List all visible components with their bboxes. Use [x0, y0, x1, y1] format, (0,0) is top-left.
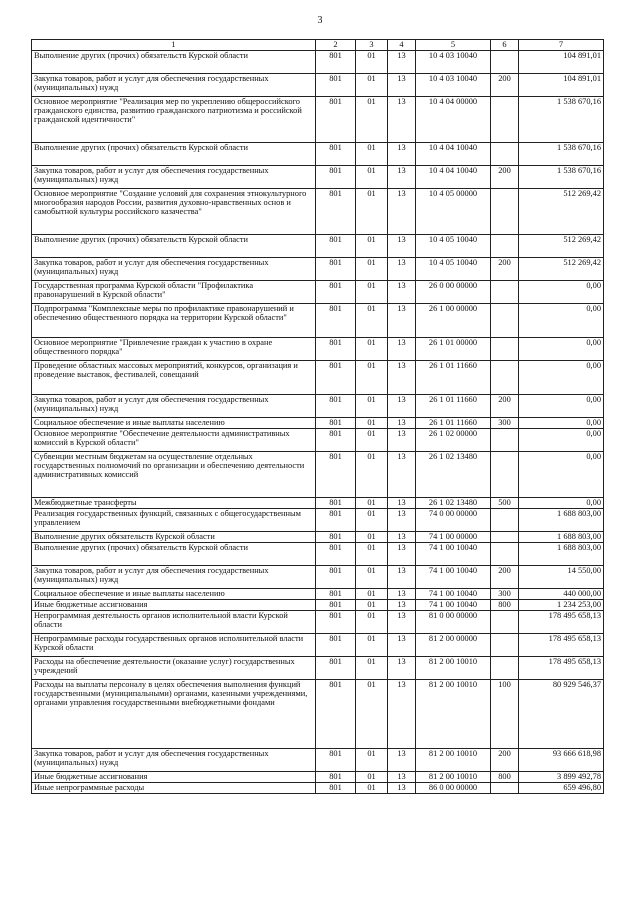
row-section: 01: [356, 657, 388, 680]
row-name: Субвенции местным бюджетам на осуществление отдельных государственных полномочий по организации и обеспечению деятельности административных комиссий: [32, 452, 316, 498]
row-ministry: 801: [316, 143, 356, 166]
table-row: [32, 395, 604, 418]
row-name: Закупка товаров, работ и услуг для обеспечения государственных (муниципальных) нужд: [32, 566, 316, 589]
row-section: 01: [356, 429, 388, 452]
row-target: 74 1 00 00000: [416, 532, 491, 543]
row-section: 01: [356, 189, 388, 235]
row-subsection: 13: [388, 189, 416, 235]
row-subsection: 13: [388, 600, 416, 611]
table-row: [32, 543, 604, 566]
row-name: Основное мероприятие "Создание условий для сохранения этнокультурного многообразия народов России, развития духовно-нравственных основ и самобытной культуры российского казачества": [32, 189, 316, 235]
row-amount: 80 929 546,37: [519, 680, 604, 749]
row-ministry: 801: [316, 772, 356, 783]
row-subsection: 13: [388, 783, 416, 794]
row-expense-type: 100: [491, 680, 519, 749]
row-name: Основное мероприятие "Обеспечение деятельности административных комиссий в Курской области": [32, 429, 316, 452]
table-row: [32, 166, 604, 189]
row-target: 10 4 05 10040: [416, 235, 491, 258]
row-subsection: 13: [388, 589, 416, 600]
row-ministry: 801: [316, 166, 356, 189]
row-expense-type: [491, 611, 519, 634]
row-section: 01: [356, 235, 388, 258]
row-section: 01: [356, 452, 388, 498]
table-row: [32, 97, 604, 143]
row-expense-type: [491, 361, 519, 395]
row-expense-type: 200: [491, 566, 519, 589]
row-target: 26 1 02 13480: [416, 498, 491, 509]
row-subsection: 13: [388, 97, 416, 143]
row-ministry: 801: [316, 634, 356, 657]
row-ministry: 801: [316, 509, 356, 532]
row-subsection: 13: [388, 429, 416, 452]
row-ministry: 801: [316, 452, 356, 498]
row-section: 01: [356, 304, 388, 338]
row-subsection: 13: [388, 680, 416, 749]
table-row: [32, 772, 604, 783]
row-section: 01: [356, 509, 388, 532]
row-target: 74 1 00 10040: [416, 566, 491, 589]
row-name: Реализация государственных функций, связанных с общегосударственным управлением: [32, 509, 316, 532]
row-section: 01: [356, 749, 388, 772]
row-ministry: 801: [316, 361, 356, 395]
row-amount: 0,00: [519, 395, 604, 418]
row-section: 01: [356, 772, 388, 783]
row-expense-type: [491, 281, 519, 304]
row-expense-type: 200: [491, 166, 519, 189]
row-subsection: 13: [388, 543, 416, 566]
row-name: Закупка товаров, работ и услуг для обеспечения государственных (муниципальных) нужд: [32, 395, 316, 418]
row-name: Основное мероприятие "Привлечение граждан к участию в охране общественного порядка": [32, 338, 316, 361]
row-subsection: 13: [388, 304, 416, 338]
header-col-1: 1: [32, 40, 316, 51]
row-expense-type: [491, 235, 519, 258]
row-target: 81 0 00 00000: [416, 611, 491, 634]
row-expense-type: [491, 657, 519, 680]
table-row: [32, 338, 604, 361]
row-subsection: 13: [388, 509, 416, 532]
header-col-3: 3: [356, 40, 388, 51]
row-amount: 512 269,42: [519, 189, 604, 235]
row-subsection: 13: [388, 74, 416, 97]
table-row: [32, 189, 604, 235]
row-target: 10 4 05 10040: [416, 258, 491, 281]
row-target: 26 1 01 11660: [416, 418, 491, 429]
row-name: Закупка товаров, работ и услуг для обеспечения государственных (муниципальных) нужд: [32, 749, 316, 772]
row-section: 01: [356, 51, 388, 74]
table-row: [32, 589, 604, 600]
row-amount: 104 891,01: [519, 74, 604, 97]
row-ministry: 801: [316, 51, 356, 74]
table-body: [32, 51, 604, 794]
row-name: Иные непрограммные расходы: [32, 783, 316, 794]
row-target: 10 4 03 10040: [416, 74, 491, 97]
row-name: Подпрограмма "Комплексные меры по профилактике правонарушений и обеспечению общественного порядка на территории Курской области": [32, 304, 316, 338]
header-col-5: 5: [416, 40, 491, 51]
table-row: [32, 258, 604, 281]
row-section: 01: [356, 166, 388, 189]
row-name: Межбюджетные трансферты: [32, 498, 316, 509]
table-row: [32, 634, 604, 657]
row-ministry: 801: [316, 429, 356, 452]
row-expense-type: [491, 452, 519, 498]
header-col-4: 4: [388, 40, 416, 51]
row-expense-type: [491, 783, 519, 794]
row-amount: 0,00: [519, 498, 604, 509]
row-ministry: 801: [316, 418, 356, 429]
row-subsection: 13: [388, 258, 416, 281]
row-target: 26 1 01 00000: [416, 338, 491, 361]
row-target: 26 1 00 00000: [416, 304, 491, 338]
row-expense-type: 200: [491, 749, 519, 772]
row-subsection: 13: [388, 281, 416, 304]
row-name: Непрограммная деятельность органов исполнительной власти Курской области: [32, 611, 316, 634]
row-name: Государственная программа Курской области "Профилактика правонарушений в Курской области": [32, 281, 316, 304]
table-row: [32, 304, 604, 338]
table-row: [32, 498, 604, 509]
row-ministry: 801: [316, 543, 356, 566]
row-ministry: 801: [316, 338, 356, 361]
row-section: 01: [356, 783, 388, 794]
row-ministry: 801: [316, 680, 356, 749]
row-section: 01: [356, 543, 388, 566]
row-target: 81 2 00 10010: [416, 657, 491, 680]
table-row: [32, 783, 604, 794]
table-header-row: [32, 40, 604, 51]
row-ministry: 801: [316, 258, 356, 281]
row-target: 10 4 04 00000: [416, 97, 491, 143]
table-row: [32, 235, 604, 258]
row-expense-type: [491, 509, 519, 532]
row-amount: 178 495 658,13: [519, 611, 604, 634]
row-subsection: 13: [388, 418, 416, 429]
row-ministry: 801: [316, 395, 356, 418]
row-name: Выполнение других (прочих) обязательств Курской области: [32, 543, 316, 566]
row-expense-type: 800: [491, 772, 519, 783]
row-amount: 1 688 803,00: [519, 532, 604, 543]
row-expense-type: [491, 51, 519, 74]
row-subsection: 13: [388, 235, 416, 258]
row-expense-type: 800: [491, 600, 519, 611]
row-target: 10 4 03 10040: [416, 51, 491, 74]
row-subsection: 13: [388, 143, 416, 166]
row-name: Непрограммные расходы государственных органов исполнительной власти Курской области: [32, 634, 316, 657]
row-subsection: 13: [388, 395, 416, 418]
row-subsection: 13: [388, 498, 416, 509]
row-amount: 0,00: [519, 418, 604, 429]
row-ministry: 801: [316, 749, 356, 772]
row-amount: 1 538 670,16: [519, 97, 604, 143]
row-target: 74 1 00 10040: [416, 600, 491, 611]
row-target: 10 4 04 10040: [416, 143, 491, 166]
row-expense-type: 300: [491, 589, 519, 600]
row-subsection: 13: [388, 634, 416, 657]
table-row: [32, 566, 604, 589]
row-ministry: 801: [316, 189, 356, 235]
row-target: 10 4 04 10040: [416, 166, 491, 189]
row-ministry: 801: [316, 532, 356, 543]
row-amount: 3 899 492,78: [519, 772, 604, 783]
row-ministry: 801: [316, 74, 356, 97]
row-section: 01: [356, 680, 388, 749]
table-row: [32, 429, 604, 452]
row-ministry: 801: [316, 304, 356, 338]
row-amount: 14 550,00: [519, 566, 604, 589]
row-amount: 440 000,00: [519, 589, 604, 600]
row-expense-type: 500: [491, 498, 519, 509]
row-section: 01: [356, 498, 388, 509]
page-number: 3: [317, 15, 323, 26]
table-row: [32, 509, 604, 532]
row-target: 81 2 00 10010: [416, 680, 491, 749]
row-ministry: 801: [316, 611, 356, 634]
row-amount: 0,00: [519, 429, 604, 452]
row-subsection: 13: [388, 338, 416, 361]
row-name: Проведение областных массовых мероприятий, конкурсов, организация и проведение выставок, фестивалей, совещаний: [32, 361, 316, 395]
row-subsection: 13: [388, 166, 416, 189]
row-expense-type: [491, 304, 519, 338]
row-ministry: 801: [316, 281, 356, 304]
row-expense-type: 200: [491, 258, 519, 281]
row-subsection: 13: [388, 749, 416, 772]
row-amount: 93 666 618,98: [519, 749, 604, 772]
row-name: Выполнение других (прочих) обязательств Курской области: [32, 235, 316, 258]
row-section: 01: [356, 338, 388, 361]
table-row: [32, 143, 604, 166]
row-ministry: 801: [316, 783, 356, 794]
row-expense-type: [491, 429, 519, 452]
row-ministry: 801: [316, 235, 356, 258]
row-name: Выполнение других (прочих) обязательств Курской области: [32, 143, 316, 166]
row-name: Расходы на выплаты персоналу в целях обеспечения выполнения функций государственными (муниципальными) органами, казенными учреждениями, органами управления государственными внебюджетными фондами: [32, 680, 316, 749]
row-section: 01: [356, 634, 388, 657]
row-amount: 104 891,01: [519, 51, 604, 74]
row-amount: 178 495 658,13: [519, 634, 604, 657]
row-ministry: 801: [316, 566, 356, 589]
row-name: Выполнение других (прочих) обязательств Курской области: [32, 51, 316, 74]
table-row: [32, 611, 604, 634]
row-target: 26 1 01 11660: [416, 361, 491, 395]
row-subsection: 13: [388, 532, 416, 543]
table-row: [32, 680, 604, 749]
table-row: [32, 532, 604, 543]
row-target: 10 4 05 00000: [416, 189, 491, 235]
row-name: Выполнение других обязательств Курской области: [32, 532, 316, 543]
row-target: 81 2 00 10010: [416, 749, 491, 772]
row-section: 01: [356, 532, 388, 543]
table-row: [32, 600, 604, 611]
row-name: Иные бюджетные ассигнования: [32, 772, 316, 783]
row-name: Основное мероприятие "Реализация мер по укреплению общероссийского гражданского единства, развитию гражданского патриотизма и российской гражданской идентичности": [32, 97, 316, 143]
row-expense-type: [491, 532, 519, 543]
row-ministry: 801: [316, 589, 356, 600]
row-amount: 1 538 670,16: [519, 166, 604, 189]
row-subsection: 13: [388, 452, 416, 498]
row-name: Социальное обеспечение и иные выплаты населению: [32, 418, 316, 429]
row-amount: 178 495 658,13: [519, 657, 604, 680]
row-name: Закупка товаров, работ и услуг для обеспечения государственных (муниципальных) нужд: [32, 74, 316, 97]
row-amount: 0,00: [519, 361, 604, 395]
row-section: 01: [356, 258, 388, 281]
table-row: [32, 657, 604, 680]
row-section: 01: [356, 418, 388, 429]
row-target: 26 1 02 13480: [416, 452, 491, 498]
row-expense-type: 200: [491, 74, 519, 97]
table-row: [32, 361, 604, 395]
row-section: 01: [356, 361, 388, 395]
row-target: 26 1 02 00000: [416, 429, 491, 452]
table-row: [32, 281, 604, 304]
row-amount: 1 688 803,00: [519, 543, 604, 566]
row-section: 01: [356, 600, 388, 611]
row-expense-type: [491, 543, 519, 566]
row-amount: 0,00: [519, 304, 604, 338]
table-row: [32, 749, 604, 772]
row-name: Расходы на обеспечение деятельности (оказание услуг) государственных учреждений: [32, 657, 316, 680]
row-name: Закупка товаров, работ и услуг для обеспечения государственных (муниципальных) нужд: [32, 166, 316, 189]
header-col-6: 6: [491, 40, 519, 51]
header-col-7: 7: [519, 40, 604, 51]
row-section: 01: [356, 97, 388, 143]
row-target: 74 1 00 10040: [416, 589, 491, 600]
row-expense-type: [491, 338, 519, 361]
row-amount: 512 269,42: [519, 235, 604, 258]
row-section: 01: [356, 566, 388, 589]
header-col-2: 2: [316, 40, 356, 51]
row-expense-type: 200: [491, 395, 519, 418]
row-subsection: 13: [388, 772, 416, 783]
row-name: Иные бюджетные ассигнования: [32, 600, 316, 611]
row-ministry: 801: [316, 600, 356, 611]
row-subsection: 13: [388, 611, 416, 634]
row-ministry: 801: [316, 657, 356, 680]
row-section: 01: [356, 74, 388, 97]
row-expense-type: [491, 634, 519, 657]
table-row: [32, 418, 604, 429]
table-row: [32, 452, 604, 498]
row-ministry: 801: [316, 498, 356, 509]
budget-table: [31, 39, 604, 794]
row-target: 86 0 00 00000: [416, 783, 491, 794]
row-expense-type: [491, 97, 519, 143]
row-amount: 1 538 670,16: [519, 143, 604, 166]
row-target: 81 2 00 10010: [416, 772, 491, 783]
row-target: 26 1 01 11660: [416, 395, 491, 418]
row-amount: 0,00: [519, 281, 604, 304]
row-section: 01: [356, 281, 388, 304]
row-expense-type: [491, 189, 519, 235]
row-section: 01: [356, 589, 388, 600]
row-amount: 0,00: [519, 338, 604, 361]
row-amount: 659 496,80: [519, 783, 604, 794]
row-expense-type: [491, 143, 519, 166]
row-target: 74 0 00 00000: [416, 509, 491, 532]
row-section: 01: [356, 143, 388, 166]
row-subsection: 13: [388, 566, 416, 589]
row-name: Социальное обеспечение и иные выплаты населению: [32, 589, 316, 600]
row-subsection: 13: [388, 361, 416, 395]
row-section: 01: [356, 611, 388, 634]
row-amount: 1 234 253,00: [519, 600, 604, 611]
row-ministry: 801: [316, 97, 356, 143]
table-row: [32, 51, 604, 74]
row-target: 81 2 00 00000: [416, 634, 491, 657]
row-amount: 1 688 803,00: [519, 509, 604, 532]
row-name: Закупка товаров, работ и услуг для обеспечения государственных (муниципальных) нужд: [32, 258, 316, 281]
table-row: [32, 74, 604, 97]
row-amount: 0,00: [519, 452, 604, 498]
row-expense-type: 300: [491, 418, 519, 429]
row-amount: 512 269,42: [519, 258, 604, 281]
row-target: 74 1 00 10040: [416, 543, 491, 566]
row-section: 01: [356, 395, 388, 418]
row-target: 26 0 00 00000: [416, 281, 491, 304]
row-subsection: 13: [388, 657, 416, 680]
row-subsection: 13: [388, 51, 416, 74]
